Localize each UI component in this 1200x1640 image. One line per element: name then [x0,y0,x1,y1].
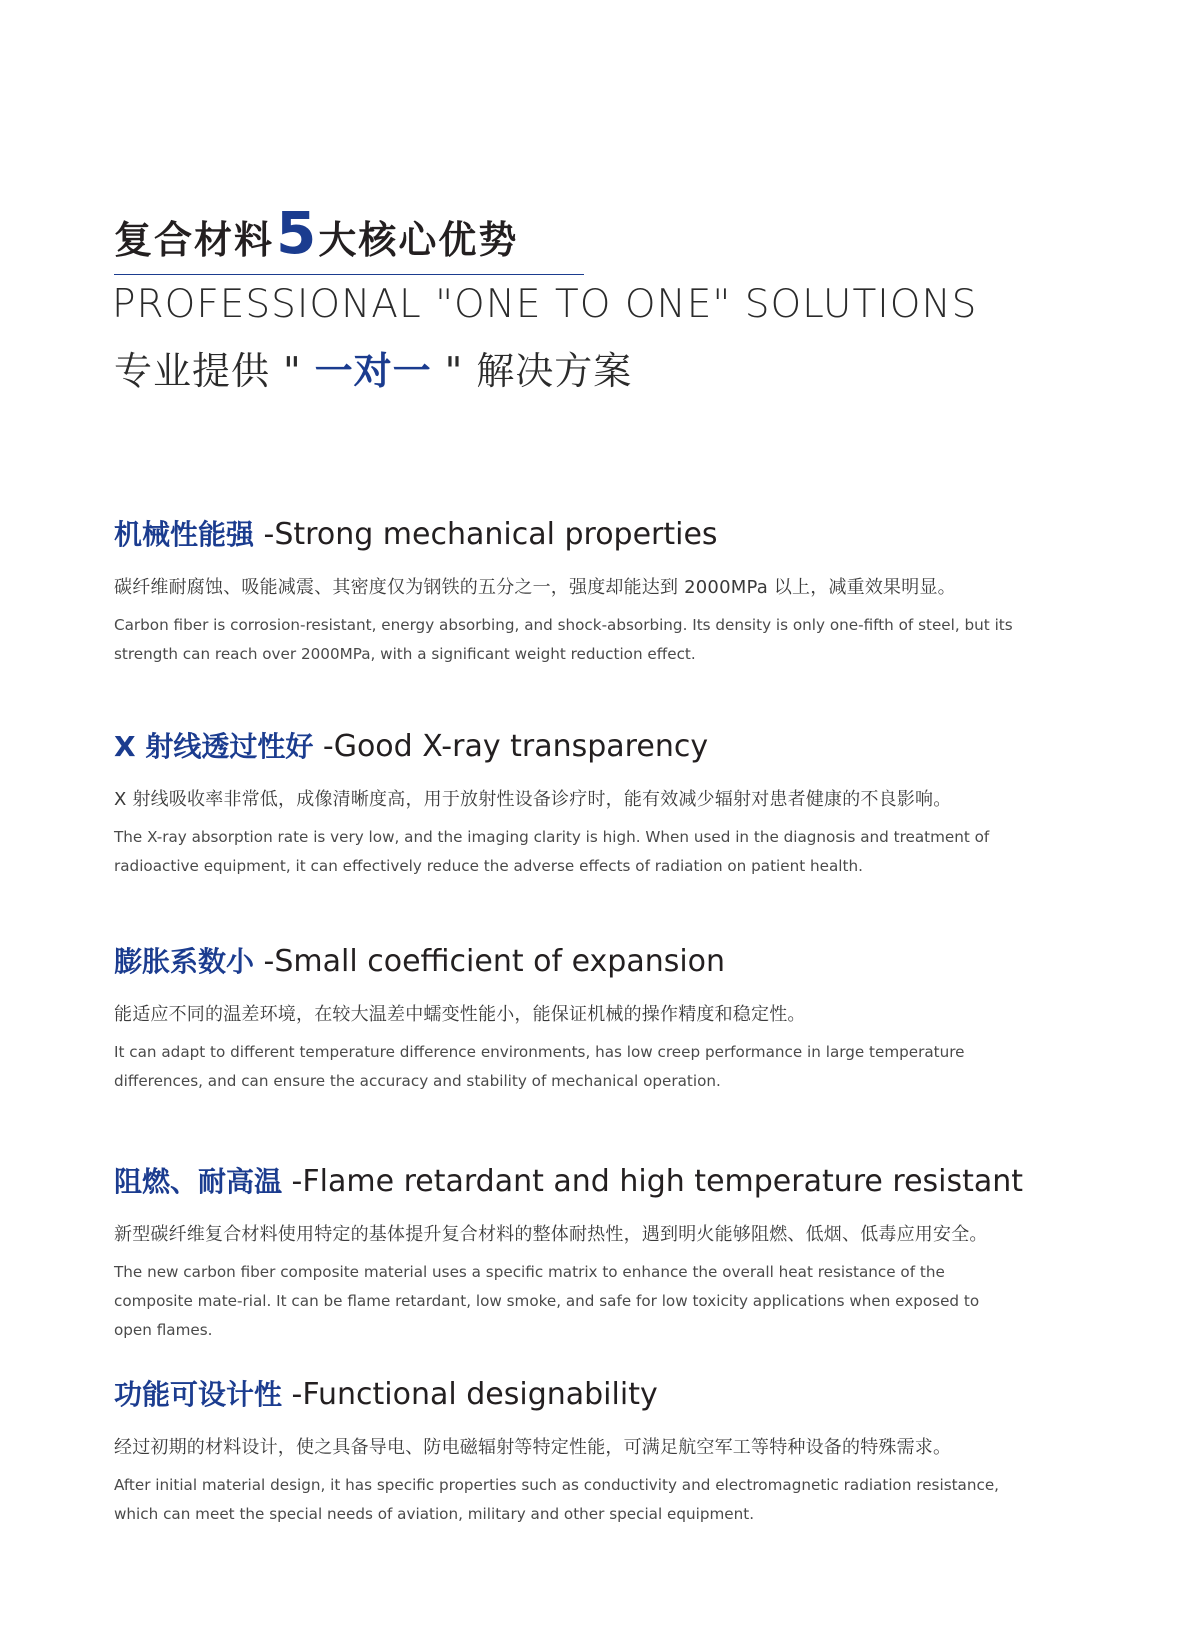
section-heading [114,730,1014,763]
section-desc-cn: 碳纤维耐腐蚀、吸能减震、其密度仅为钢铁的五分之一，强度却能达到 2000MPa 以上，减重效果明显。 [114,577,956,598]
section-title-en: -Strong mechanical properties [254,517,718,552]
section-title-cn: 功能可设计性 [114,1378,283,1411]
section-title-en: -Good X-ray transparency [313,729,709,764]
section-expansion [114,945,1014,1096]
section-heading [114,945,1014,978]
main-title [114,196,584,275]
main-title-part1: 复合材料 [114,218,275,262]
section-desc-cn: X 射线吸收率非常低，成像清晰度高，用于放射性设备诊疗时，能有效减少辐射对患者健康的不良影响。 [114,789,952,810]
main-title-part2: 大核心优势 [318,218,519,262]
section-desc-cn: 经过初期的材料设计，使之具备导电、防电磁辐射等特定性能，可满足航空军工等特种设备的特殊需求。 [114,1437,952,1458]
section-heading [114,1378,1014,1411]
section-title-cn: 膨胀系数小 [114,945,255,978]
section-title-cn: X 射线透过性好 [114,730,314,763]
section-title-en: -Flame retardant and high temperature resistant [282,1164,1024,1199]
subtitle-suffix: " 解决方案 [431,349,633,393]
section-desc-en: After initial material design, it has specific properties such as conductivity and electromagnetic radiation resistance, which can meet the special needs of aviation, military and other special equipment. [114,1476,1000,1523]
section-title-cn: 阻燃、耐高温 [114,1165,283,1198]
section-desc-en: The new carbon fiber composite material uses a specific matrix to enhance the overall heat resistance of the composite mate-rial. It can be flame retardant, low smoke, and safe for low toxicity applications when exposed to open flames. [114,1263,980,1339]
section-desc-cn: 能适应不同的温差环境，在较大温差中蠕变性能小，能保证机械的操作精度和稳定性。 [114,1004,806,1025]
subtitle-chinese [114,340,632,395]
subtitle-prefix: 专业提供 " [114,349,315,393]
section-mechanical [114,518,1014,669]
section-title-cn: 机械性能强 [114,518,255,551]
section-title-en: -Functional designability [282,1377,658,1412]
section-flame-retardant [114,1164,1024,1345]
section-desc-en: It can adapt to different temperature difference environments, has low creep performance in large temperature differences, and can ensure the accuracy and stability of mechanical operation. [114,1043,965,1090]
section-desc-en: The X-ray absorption rate is very low, and the imaging clarity is high. When used in the diagnosis and treatment of radioactive equipment, it can effectively reduce the adverse effects of radiation on patient health. [114,828,990,875]
title-english: PROFESSIONAL "ONE TO ONE" SOLUTIONS [112,282,978,327]
section-xray [114,730,1014,881]
main-title-number: 5 [276,199,317,267]
section-title-en: -Small coefficient of expansion [254,944,726,979]
section-heading [114,518,1014,551]
section-desc-en: Carbon fiber is corrosion-resistant, energy absorbing, and shock-absorbing. Its density is only one-fifth of steel, but its strength can reach over 2000MPa, with a significant weight reduction effect. [114,616,1013,663]
subtitle-highlight: 一对一 [314,349,432,393]
section-designability [114,1378,1014,1529]
section-desc-cn: 新型碳纤维复合材料使用特定的基体提升复合材料的整体耐热性，遇到明火能够阻燃、低烟、低毒应用安全。 [114,1224,988,1245]
section-heading [114,1164,1024,1199]
